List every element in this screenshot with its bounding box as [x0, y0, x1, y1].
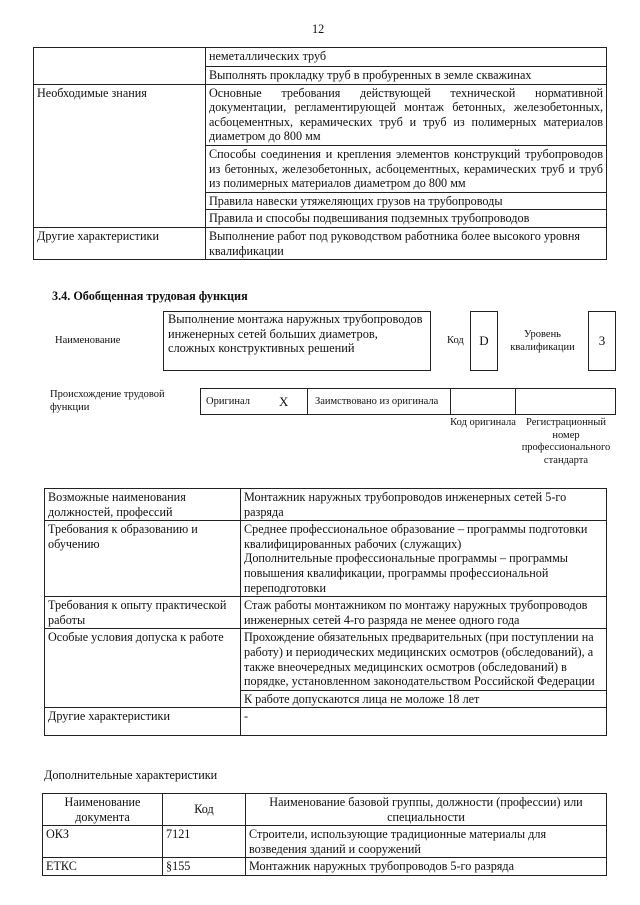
row-value: К работе допускаются лица не моложе 18 лет — [241, 690, 607, 708]
table-row — [45, 489, 607, 521]
cell: ОКЗ — [43, 826, 163, 858]
table-row — [45, 597, 607, 629]
row-label: Особые условия допуска к работе — [45, 629, 241, 708]
code-label: Код — [447, 335, 464, 346]
additional-table — [42, 793, 607, 876]
row-label: Необходимые знания — [34, 84, 206, 227]
row-value: Прохождение обязательных предварительных (при поступлении на работу) и периодических медицинских осмотров (обследований), а также внеочередных медицинских осмотров (обследований) в порядке, установленном законодательством Российской Федерации — [241, 629, 607, 690]
original-cell — [200, 388, 308, 415]
table-row — [45, 629, 607, 690]
cell: Монтажник наружных трубопроводов 5-го разряда — [246, 858, 607, 876]
code-value-box — [470, 311, 498, 371]
level-value-box — [588, 311, 616, 371]
table-row — [34, 48, 607, 67]
header-cell: Наименование документа — [43, 794, 163, 826]
table-row — [45, 708, 607, 736]
row-value: Стаж работы монтажником по монтажу наружных трубопроводов инженерных сетей 4-го разряда не менее одного года — [241, 597, 607, 629]
row-value: Правила навески утяжеляющих грузов на трубопроводы — [206, 192, 607, 210]
additional-title: Дополнительные характеристики — [44, 768, 218, 782]
table-row — [34, 84, 607, 145]
row-value: Правила и способы подвешивания подземных трубопроводов — [206, 210, 607, 228]
reg-number-cell — [515, 388, 616, 415]
row-value: Основные требования действующей технической нормативной документации, регламентирующей монтаж бетонных, железобетонных, асбоцементных, керамических труб и труб из полимерных материалов диаметром до 800 мм — [206, 84, 607, 145]
table-row — [43, 858, 607, 876]
name-value-box — [163, 311, 431, 371]
section-heading: 3.4. Обобщенная трудовая функция — [52, 289, 248, 303]
table-row — [43, 826, 607, 858]
original-code-caption: Код оригинала — [450, 417, 516, 428]
table-header-row — [43, 794, 607, 826]
level-label: Уровень квалификации — [510, 329, 575, 353]
header-cell: Код — [163, 794, 246, 826]
row-value: Среднее профессиональное образование – программы подготовки квалифицированных рабочих (служащих) Дополнительные профессиональные программы – программы повышения квалификации, программы профессиональной переподготовки — [241, 521, 607, 597]
row-value: Монтажник наружных трубопроводов инженерных сетей 5-го разряда — [241, 489, 607, 521]
origin-label: Происхождение трудовой функции — [50, 389, 165, 413]
row-value: Выполнять прокладку труб в пробуренных в земле скважинах — [206, 67, 607, 85]
requirements-table — [44, 488, 607, 736]
row-label: Требования к образованию и обучению — [45, 521, 241, 597]
row-value: Выполнение работ под руководством работника более высокого уровня квалификации — [206, 227, 607, 259]
header-cell: Наименование базовой группы, должности (профессии) или специальности — [246, 794, 607, 826]
row-label: Другие характеристики — [34, 227, 206, 259]
original-code-cell — [450, 388, 516, 415]
level-value: 3 — [598, 333, 606, 348]
cell: Строители, использующие традиционные материалы для возведения зданий и сооружений — [246, 826, 607, 858]
row-value: - — [241, 708, 607, 736]
row-label: Возможные наименования должностей, профессий — [45, 489, 241, 521]
borrowed-label: Заимствовано из оригинала — [315, 396, 439, 407]
page-number: 12 — [312, 22, 325, 36]
reg-number-caption: Регистрационный номер профессионального стандарта — [521, 417, 611, 466]
name-value: Выполнение монтажа наружных трубопроводов инженерных сетей больших диаметров, сложных конструктивных решений — [168, 312, 423, 355]
cell: ЕТКС — [43, 858, 163, 876]
row-label: Требования к опыту практической работы — [45, 597, 241, 629]
table-row — [45, 521, 607, 597]
borrowed-cell — [307, 388, 451, 415]
name-label: Наименование — [55, 335, 121, 346]
cell: §155 — [163, 858, 246, 876]
row-label: Другие характеристики — [45, 708, 241, 736]
original-mark: X — [279, 394, 289, 409]
original-label: Оригинал — [206, 396, 250, 407]
table-row — [34, 227, 607, 259]
cell: 7121 — [163, 826, 246, 858]
row-value: Способы соединения и крепления элементов конструкций трубопроводов из бетонных, железобетонных, асбоцементных, керамических труб и труб из полимерных материалов диаметром до 800 мм — [206, 145, 607, 192]
code-value: D — [479, 333, 489, 348]
skills-knowledge-table — [33, 47, 607, 260]
row-label — [34, 48, 206, 85]
row-value: неметаллических труб — [206, 48, 607, 67]
